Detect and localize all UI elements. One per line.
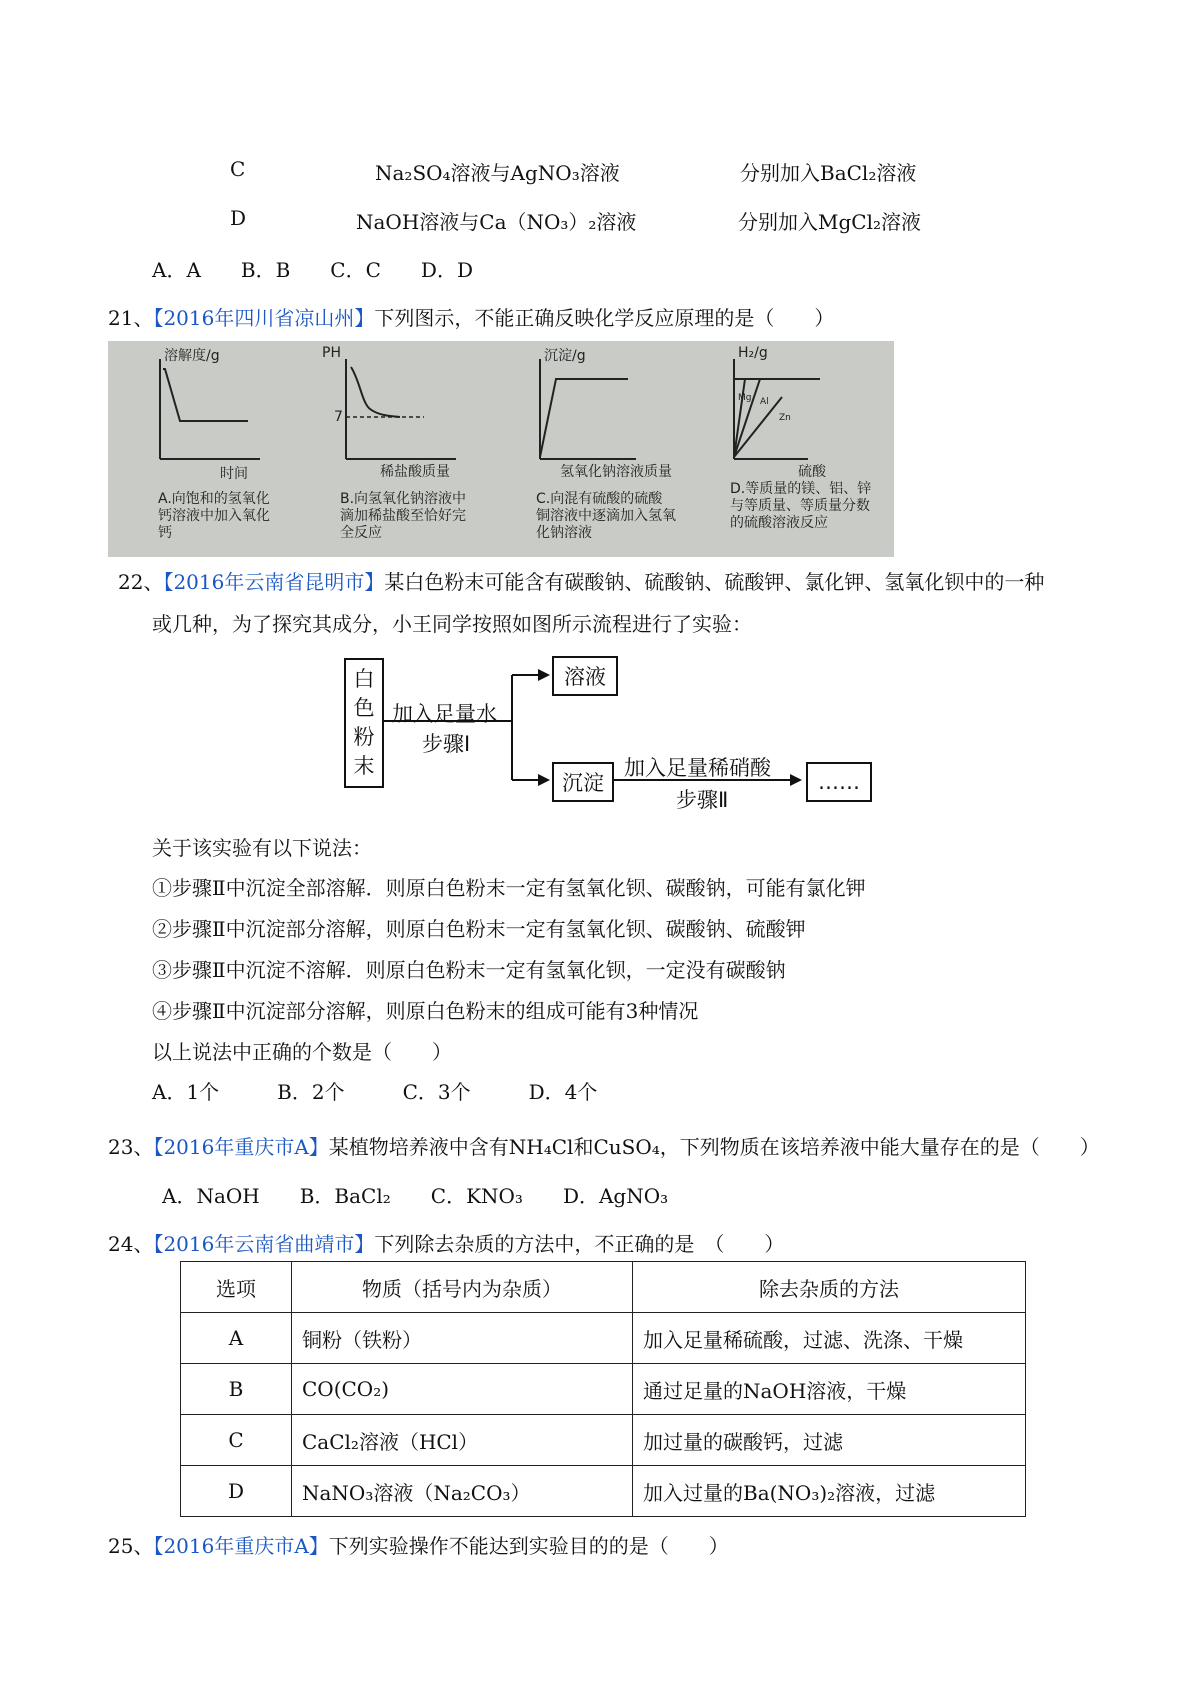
table-row bbox=[181, 1415, 1026, 1466]
flow-start-char-3: 粉 bbox=[353, 725, 375, 749]
cell-option: C bbox=[181, 1415, 292, 1466]
chart-c-xlabel: 氢氧化钠溶液质量 bbox=[560, 464, 672, 480]
chart-b-curve bbox=[351, 367, 400, 417]
q24-stem: 下列除去杂质的方法中，不正确的是 （ ） bbox=[374, 1232, 785, 1256]
flow-step2-label: 步骤Ⅱ bbox=[676, 788, 729, 812]
chart-b-caption: B.向氢氧化钠溶液中滴加稀盐酸至恰好完全反应 bbox=[340, 491, 467, 541]
flow-precipitate-box bbox=[552, 762, 614, 802]
q22-option-b: B．2个 bbox=[277, 1080, 345, 1104]
cell-substance: CO(CO₂) bbox=[292, 1364, 633, 1415]
chart-b-xlabel: 稀盐酸质量 bbox=[380, 464, 450, 480]
q22-stem-line1 bbox=[118, 566, 1044, 595]
table-row bbox=[181, 1364, 1026, 1415]
header-method: 除去杂质的方法 bbox=[633, 1262, 1026, 1313]
q21-source: 【2016年四川省凉山州】 bbox=[153, 306, 375, 330]
q23-option-a: A．NaOH bbox=[162, 1184, 260, 1208]
q23-number: 23、 bbox=[108, 1135, 154, 1159]
flow-solution-label: 溶液 bbox=[564, 665, 606, 689]
q24-table bbox=[180, 1261, 1026, 1517]
row-substance-c: Na₂SO₄溶液与AgNO₃溶液 bbox=[375, 161, 620, 185]
flow-step2-action: 加入足量稀硝酸 bbox=[624, 756, 771, 780]
cell-substance: NaNO₃溶液（Na₂CO₃） bbox=[292, 1466, 633, 1517]
chart-a-ylabel: 溶解度/g bbox=[164, 348, 220, 364]
q21-stem-line bbox=[108, 302, 834, 331]
q21-stem: 下列图示，不能正确反映化学反应原理的是（ ） bbox=[374, 306, 835, 330]
row-substance-d: NaOH溶液与Ca（NO₃）₂溶液 bbox=[356, 210, 637, 234]
q22-statement-4: ④步骤Ⅱ中沉淀部分溶解，则原白色粉末的组成可能有3种情况 bbox=[152, 999, 699, 1023]
chart-d-caption: D.等质量的镁、铝、锌与等质量、等质量分数的硫酸溶液反应 bbox=[730, 481, 872, 531]
q22-stem-line2: 或几种，为了探究其成分，小王同学按照如图所示流程进行了实验： bbox=[152, 612, 752, 636]
q22-option-d: D．4个 bbox=[528, 1080, 598, 1104]
q25-source: 【2016年重庆市A】 bbox=[153, 1534, 329, 1558]
table-row bbox=[181, 1313, 1026, 1364]
q21-number: 21、 bbox=[108, 306, 154, 330]
q23-option-c: C．KNO₃ bbox=[430, 1184, 523, 1208]
q20-option-a: A．A bbox=[152, 258, 201, 282]
q20-option-d: D．D bbox=[420, 258, 473, 282]
flow-start-char-2: 色 bbox=[353, 696, 375, 720]
q20-option-b: B．B bbox=[240, 258, 291, 282]
chart-b-ylabel: PH bbox=[322, 345, 341, 361]
cell-substance: 铜粉（铁粉） bbox=[292, 1313, 633, 1364]
table-row bbox=[181, 1466, 1026, 1517]
cell-option: D bbox=[181, 1466, 292, 1517]
q23-option-d: D．AgNO₃ bbox=[562, 1184, 669, 1208]
q24-source: 【2016年云南省曲靖市】 bbox=[153, 1232, 375, 1256]
q20-options bbox=[152, 254, 513, 283]
header-substance: 物质（括号内为杂质） bbox=[292, 1262, 633, 1313]
flow-result-label: …… bbox=[818, 770, 860, 794]
cell-option: A bbox=[181, 1313, 292, 1364]
q22-number: 22、 bbox=[118, 570, 164, 594]
q25-stem-line bbox=[108, 1530, 729, 1559]
cell-method: 加过量的碳酸钙，过滤 bbox=[633, 1415, 1026, 1466]
q22-stem1: 某白色粉末可能含有碳酸钠、硫酸钠、硫酸钾、氯化钾、氢氧化钡中的一种 bbox=[384, 570, 1045, 594]
chart-c-curve bbox=[540, 379, 628, 457]
flow-precipitate-label: 沉淀 bbox=[562, 771, 604, 795]
header-option: 选项 bbox=[181, 1262, 292, 1313]
flow-result-box bbox=[806, 762, 872, 802]
chart-a-caption: A.向饱和的氢氧化钙溶液中加入氧化钙 bbox=[158, 491, 270, 541]
cell-method: 加入足量稀硫酸，过滤、洗涤、干燥 bbox=[633, 1313, 1026, 1364]
q24-stem-line bbox=[108, 1228, 784, 1257]
chart-d-line-al bbox=[734, 379, 760, 457]
flow-start-char-4: 末 bbox=[353, 754, 375, 778]
q25-stem: 下列实验操作不能达到实验目的的是（ ） bbox=[328, 1534, 729, 1558]
flow-step1-label: 步骤Ⅰ bbox=[422, 732, 471, 756]
q24-number: 24、 bbox=[108, 1232, 154, 1256]
q22-statement-3: ③步骤Ⅱ中沉淀不溶解．则原白色粉末一定有氢氧化钡，一定没有碳酸钠 bbox=[152, 958, 786, 982]
flow-solution-box bbox=[552, 656, 618, 696]
cell-method: 加入过量的Ba(NO₃)₂溶液，过滤 bbox=[633, 1466, 1026, 1517]
cell-substance: CaCl₂溶液（HCl） bbox=[292, 1415, 633, 1466]
table-header-row bbox=[181, 1262, 1026, 1313]
row-option-c: C bbox=[230, 157, 246, 181]
q23-option-b: B．BaCl₂ bbox=[299, 1184, 391, 1208]
chart-d-label-zn: Zn bbox=[779, 413, 791, 423]
q25-number: 25、 bbox=[108, 1534, 154, 1558]
q23-source: 【2016年重庆市A】 bbox=[153, 1135, 329, 1159]
q22-statement-2: ②步骤Ⅱ中沉淀部分溶解，则原白色粉末一定有氢氧化钡、碳酸钠、硫酸钾 bbox=[152, 917, 806, 941]
q23-stem: 某植物培养液中含有NH₄Cl和CuSO₄，下列物质在该培养液中能大量存在的是（ ） bbox=[328, 1135, 1100, 1159]
chart-d-ylabel: H₂/g bbox=[738, 345, 768, 361]
q22-option-a: A．1个 bbox=[152, 1080, 220, 1104]
row-method-d: 分别加入MgCl₂溶液 bbox=[738, 210, 921, 234]
row-method-c: 分别加入BaCl₂溶液 bbox=[740, 161, 917, 185]
q22-statement-1: ①步骤Ⅱ中沉淀全部溶解．则原白色粉末一定有氢氧化钡、碳酸钠，可能有氯化钾 bbox=[152, 876, 866, 900]
chart-c-ylabel: 沉淀/g bbox=[544, 348, 586, 364]
chart-c-caption: C.向混有硫酸的硫酸铜溶液中逐滴加入氢氧化钠溶液 bbox=[536, 491, 676, 541]
chart-a-curve bbox=[163, 369, 248, 421]
cell-option: B bbox=[181, 1364, 292, 1415]
q23-options bbox=[162, 1180, 708, 1209]
chart-b-mark: 7 bbox=[334, 409, 343, 425]
q22-option-c: C．3个 bbox=[402, 1080, 471, 1104]
q22-source: 【2016年云南省昆明市】 bbox=[163, 570, 385, 594]
row-option-d: D bbox=[230, 206, 247, 230]
q22-question: 以上说法中正确的个数是（ ） bbox=[152, 1040, 452, 1064]
q20-option-c: C．C bbox=[330, 258, 381, 282]
flow-step1-action: 加入足量水 bbox=[392, 702, 497, 726]
chart-d-label-mg: Mg bbox=[738, 393, 752, 403]
q23-stem-line bbox=[108, 1131, 1100, 1160]
cell-method: 通过足量的NaOH溶液，干燥 bbox=[633, 1364, 1026, 1415]
chart-a-xlabel: 时间 bbox=[220, 466, 248, 482]
q22-options bbox=[152, 1076, 655, 1105]
chart-d-xlabel: 硫酸 bbox=[798, 464, 826, 480]
q22-intro: 关于该实验有以下说法： bbox=[152, 836, 372, 860]
chart-d-label-al: Al bbox=[760, 397, 769, 407]
q21-figure bbox=[108, 341, 894, 557]
flow-start-char-1: 白 bbox=[353, 667, 375, 691]
